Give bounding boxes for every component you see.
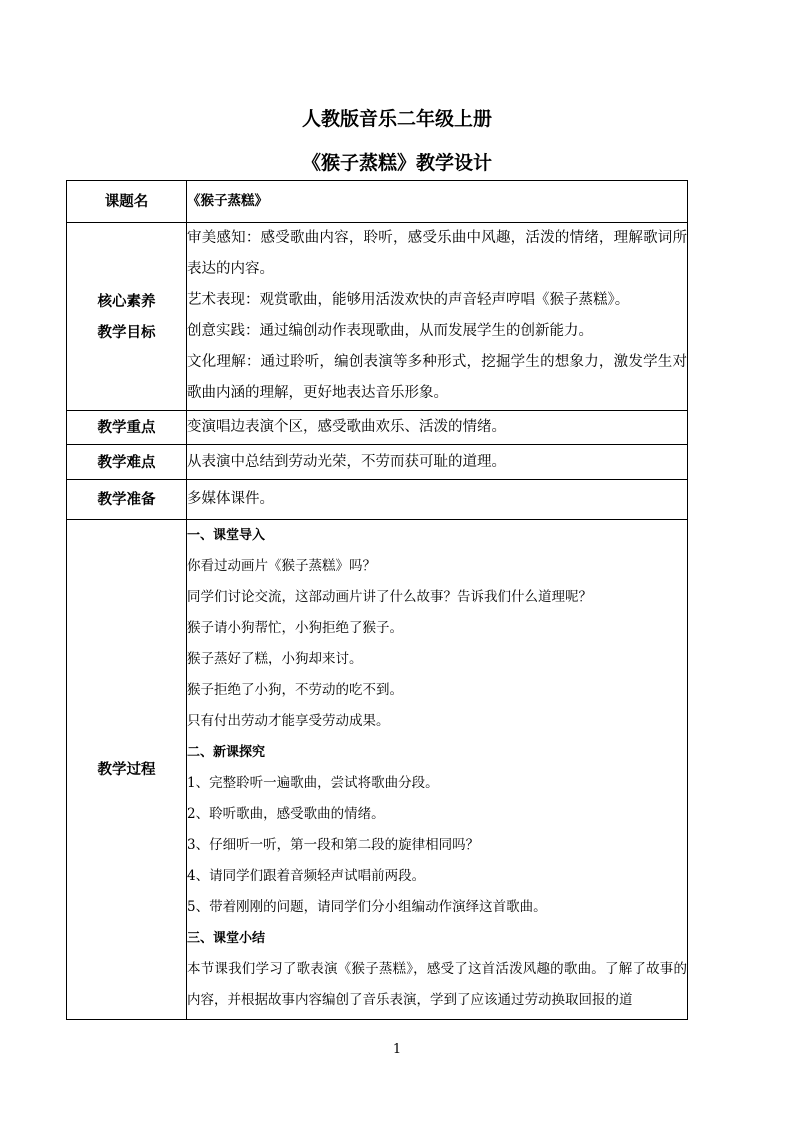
value-difficulties: 从表演中总结到劳动光荣，不劳而获可耻的道理。	[187, 445, 688, 480]
label-key-points: 教学重点	[67, 411, 187, 445]
goal-creative: 创意实践：通过编创动作表现歌曲，从而发展学生的创新能力。	[187, 323, 593, 339]
topic-text: 《猴子蒸糕》	[187, 193, 268, 209]
label-process: 教学过程	[67, 520, 187, 1020]
document-title: 人教版音乐二年级上册	[301, 108, 492, 130]
process-heading-summary: 三、课堂小结	[187, 931, 266, 946]
label-preparation: 教学准备	[67, 480, 187, 520]
explore-step: 3、仔细听一听，第一段和第二段的旋律相同吗？	[187, 837, 480, 853]
value-preparation: 多媒体课件。	[187, 480, 688, 520]
summary-text: 本节课我们学习了歌表演《猴子蒸糕》，感受了这首活泼风趣的歌曲。了解了故事的内容，并根据故事内容编创了音乐表演，学到了应该通过劳动换取回报的道	[187, 961, 687, 1008]
label-topic: 课题名	[67, 181, 187, 223]
goals-label-line1: 核心素养	[97, 292, 156, 310]
explore-step: 4、请同学们跟着音频轻声试唱前两段。	[187, 868, 426, 884]
goal-culture: 文化理解：通过聆听，编创表演等多种形式，挖掘学生的想象力，激发学生对歌曲内涵的理解，更好地表达音乐形象。	[187, 354, 687, 401]
intro-line: 同学们讨论交流，这部动画片讲了什么故事？告诉我们什么道理呢？	[187, 589, 592, 605]
label-goals	[67, 223, 187, 411]
intro-line: 猴子请小狗帮忙，小狗拒绝了猴子。	[187, 620, 403, 636]
process-heading-intro: 一、课堂导入	[187, 528, 266, 543]
lesson-plan-table	[66, 180, 688, 1020]
label-difficulties: 教学难点	[67, 445, 187, 480]
explore-step: 2、聆听歌曲，感受歌曲的情绪。	[187, 806, 385, 822]
intro-line: 只有付出劳动才能享受劳动成果。	[187, 713, 390, 729]
value-goals	[187, 223, 688, 411]
row-goals	[67, 223, 688, 411]
intro-line: 猴子拒绝了小狗，不劳动的吃不到。	[187, 682, 403, 698]
intro-line: 你看过动画片《猴子蒸糕》吗？	[187, 558, 376, 574]
process-heading-explore: 二、新课探究	[187, 745, 266, 760]
document-subtitle: 《猴子蒸糕》教学设计	[301, 152, 492, 174]
row-difficulties	[67, 445, 688, 480]
explore-step: 1、完整聆听一遍歌曲，尝试将歌曲分段。	[187, 775, 439, 791]
row-topic	[67, 181, 688, 223]
row-process	[67, 520, 688, 1020]
explore-step: 5、带着刚刚的问题，请同学们分小组编动作演绎这首歌曲。	[187, 899, 547, 915]
goal-expression: 艺术表现：观赏歌曲，能够用活泼欢快的声音轻声哼唱《猴子蒸糕》。	[187, 292, 630, 308]
value-key-points: 变演唱边表演个区，感受歌曲欢乐、活泼的情绪。	[187, 411, 688, 445]
value-process	[187, 520, 688, 1020]
goal-aesthetic: 审美感知：感受歌曲内容，聆听，感受乐曲中风趣，活泼的情绪，理解歌词所表达的内容。	[187, 230, 687, 277]
goals-label-line2: 教学目标	[97, 323, 156, 341]
page-number: 1	[392, 1042, 402, 1057]
row-preparation	[67, 480, 688, 520]
row-key-points	[67, 411, 688, 445]
intro-line: 猴子蒸好了糕，小狗却来讨。	[187, 651, 363, 667]
value-topic	[187, 181, 688, 223]
